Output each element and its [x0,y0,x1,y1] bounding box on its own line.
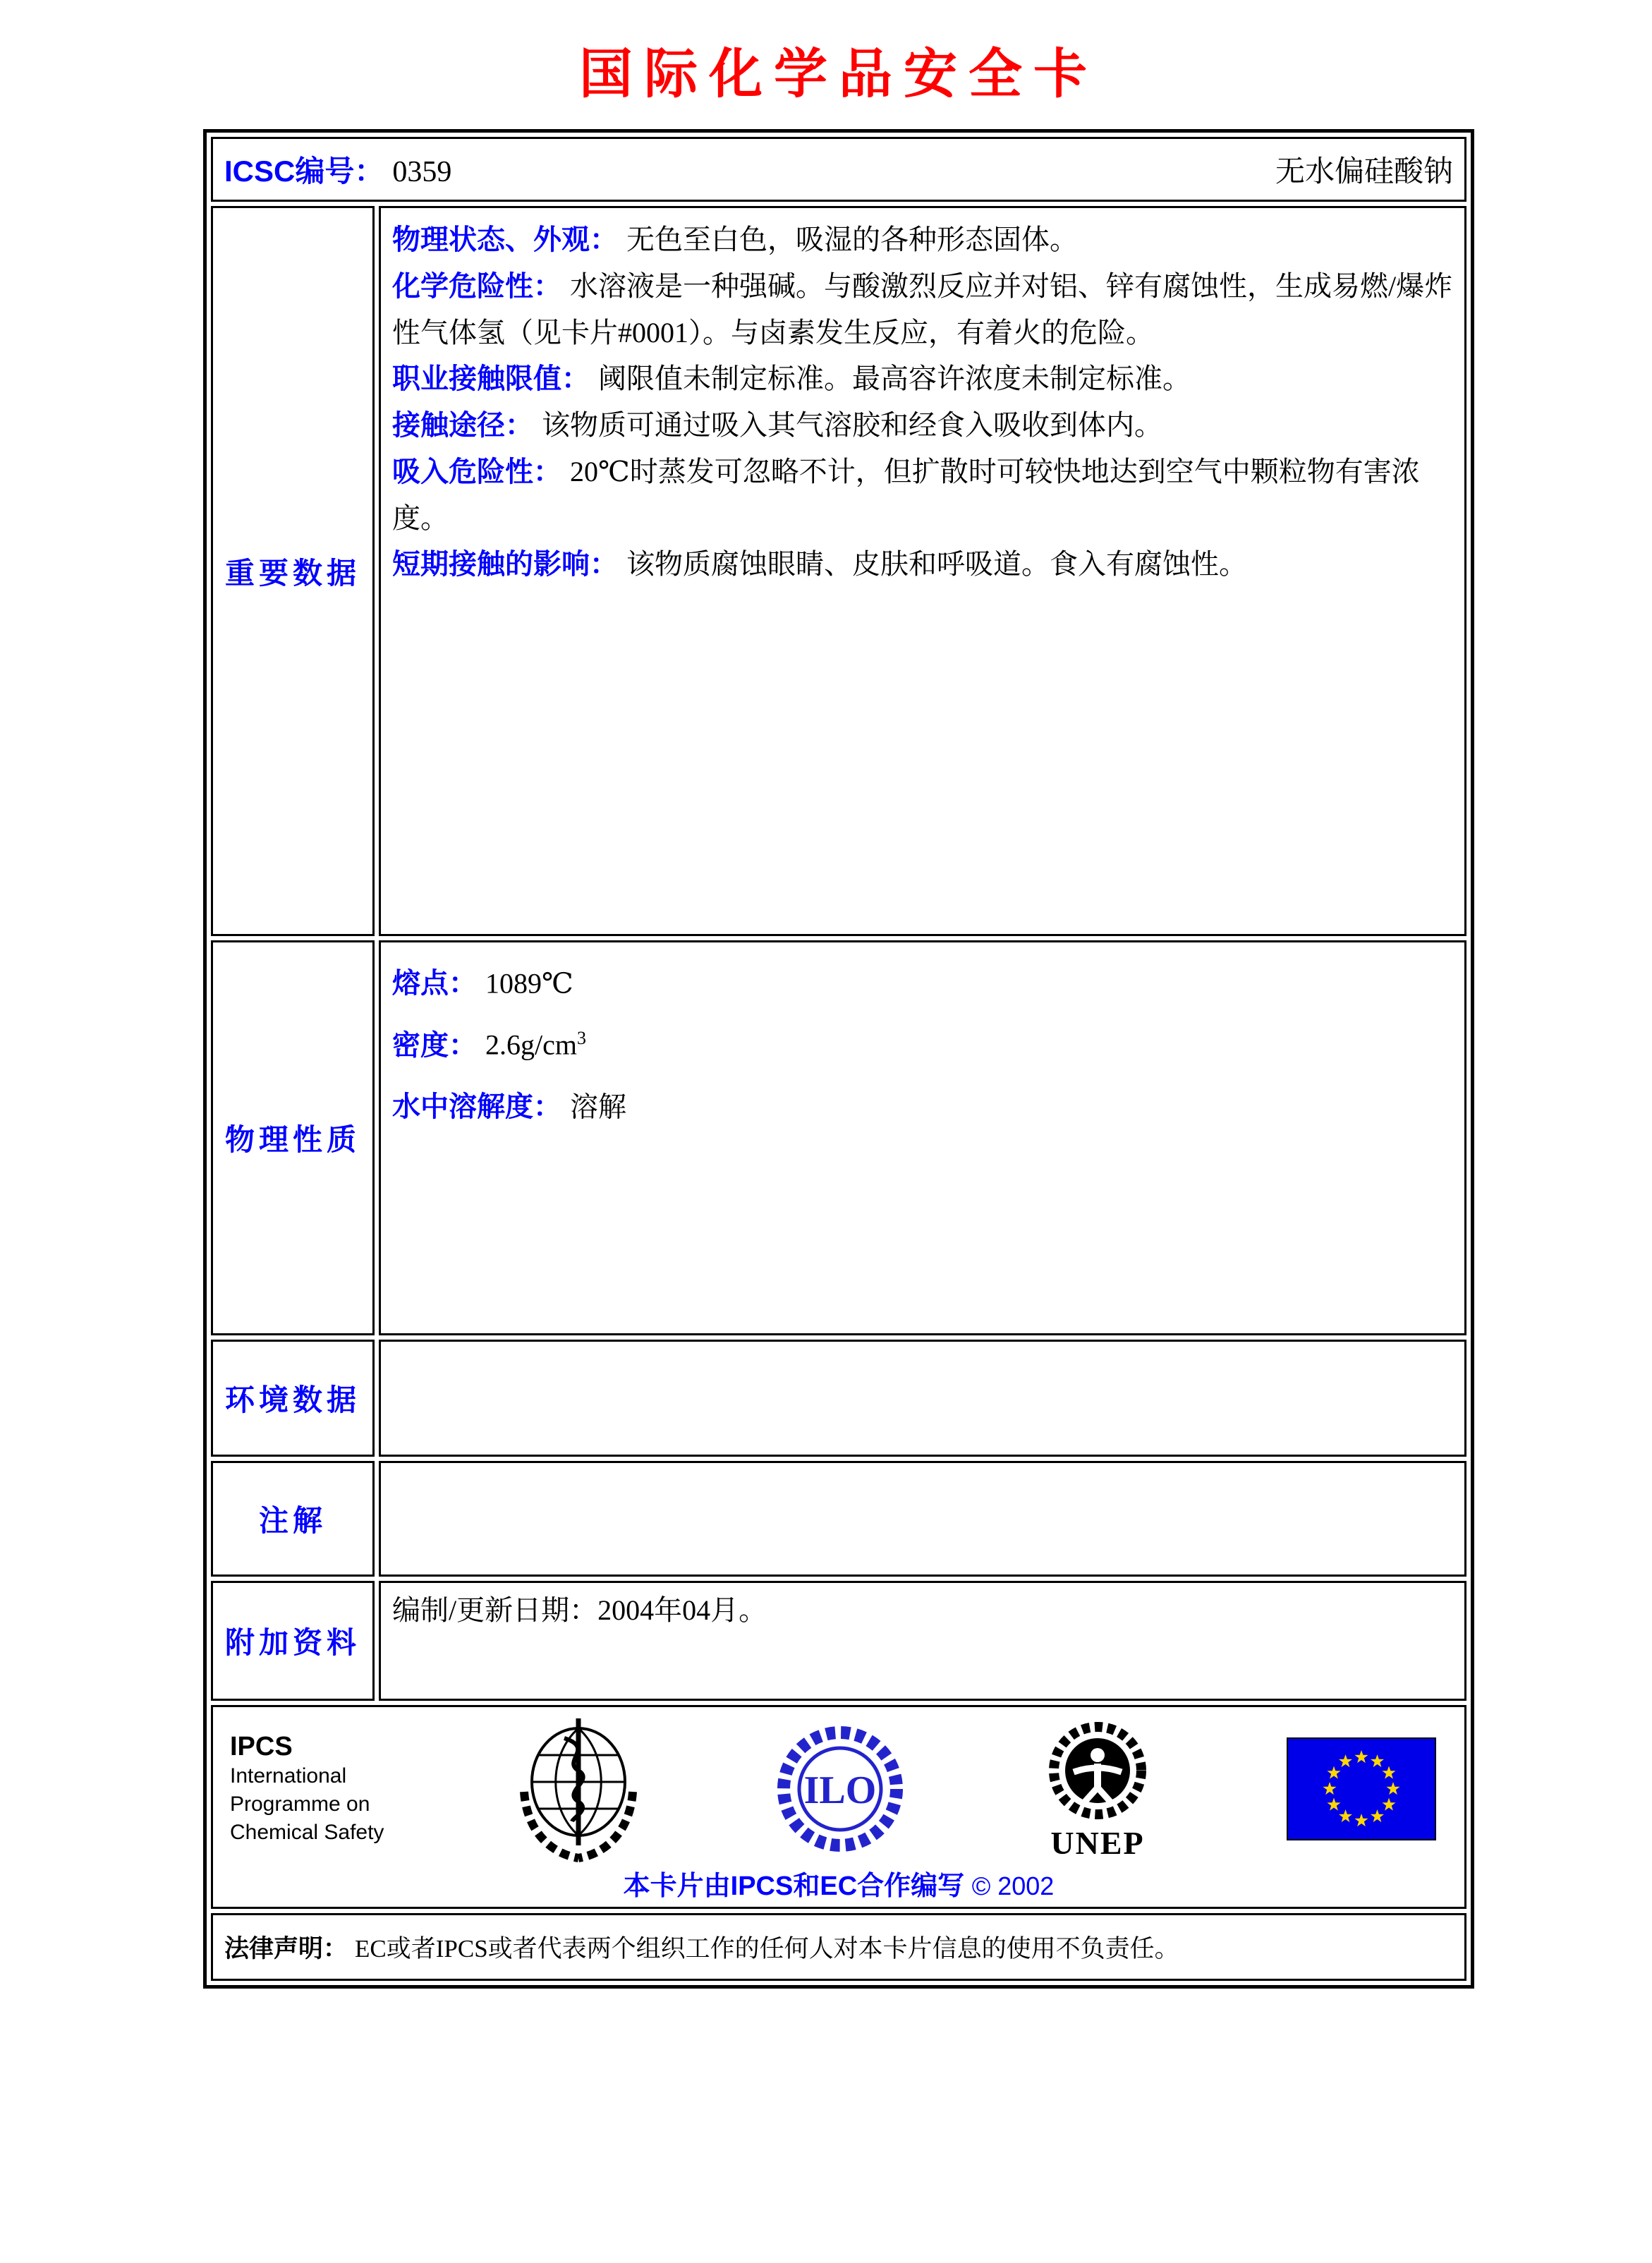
eu-flag-icon [1287,1737,1436,1840]
update-date-label: 编制/更新日期： [392,1594,598,1626]
legal-text: EC或者IPCS或者代表两个组织工作的任何人对本卡片信息的使用不负责任。 [355,1935,1179,1962]
section-label-physical-properties: 物理性质 [211,940,375,1335]
row-important-data [211,206,1466,936]
important-data-item: 化学危险性： 水溶液是一种强碱。与酸激烈反应并对铝、锌有腐蚀性，生成易燃/爆炸性气体氢（见卡片#0001）。与卤素发生反应，有着火的危险。 [392,270,1453,348]
row-additional-info [211,1581,1466,1701]
section-label-environmental-data: 环境数据 [211,1340,375,1457]
ipcs-acronym: IPCS [230,1732,293,1761]
page-title: 国际化学品安全卡 [579,45,1098,104]
physical-property-item: 熔点： 1089℃ [392,967,573,1000]
important-data-item: 短期接触的影响： 该物质腐蚀眼睛、皮肤和呼吸道。食入有腐蚀性。 [392,548,1247,580]
section-label-important-data: 重要数据 [211,206,375,936]
logos-strip [224,1714,1453,1864]
important-data-item: 物理状态、外观： 无色至白色，吸湿的各种形态固体。 [392,224,1078,255]
physical-property-item: 密度： $2.6g/cm^3$ [392,1028,586,1061]
chemical-name: 无水偏硅酸钠 [1275,156,1453,188]
legal-label: 法律声明： [224,1935,348,1962]
ilo-logo-icon [772,1721,908,1857]
cooperation-caption [224,1864,1453,1903]
section-label-notes: 注解 [211,1461,375,1577]
caption-text: 本卡片由IPCS和EC合作编写 [623,1871,965,1901]
unep-logo-icon [1035,1716,1160,1862]
ipcs-text-block: IPCS International Programme on Chemical Safety [230,1732,384,1844]
update-date-value: 2004年04月。 [597,1594,767,1626]
icsc-card-table [203,129,1474,1989]
legal-cell [211,1913,1466,1981]
icsc-number-label: ICSC编号： [224,154,384,188]
important-data-item: 接触途径： 该物质可通过吸入其气溶胶和经食入吸收到体内。 [392,409,1162,441]
section-content-environmental-data [379,1340,1466,1457]
who-logo-icon [511,1714,645,1864]
section-content-additional-info [379,1581,1466,1701]
row-notes [211,1461,1466,1577]
row-legal [211,1913,1466,1981]
row-environmental-data [211,1340,1466,1457]
row-physical-properties [211,940,1466,1335]
physical-property-item: 水中溶解度： 溶解 [392,1090,626,1122]
row-logos [211,1705,1466,1909]
update-date-line [392,1587,1453,1633]
copyright-text: © 2002 [971,1871,1055,1900]
unep-logo-text: UNEP [1050,1825,1145,1861]
section-content-notes [379,1461,1466,1577]
logos-cell [211,1705,1466,1909]
section-content-physical-properties [379,940,1466,1335]
card-header-cell [211,137,1466,202]
section-label-additional-info: 附加资料 [211,1581,375,1701]
important-data-item: 吸入危险性： 20℃时蒸发可忽略不计，但扩散时可较快地达到空气中颗粒物有害浓度。 [392,456,1420,534]
important-data-item: 职业接触限值： 阈限值未制定标准。最高容许浓度未制定标准。 [392,363,1191,394]
icsc-number-group [224,148,451,190]
section-content-important-data [379,206,1466,936]
ilo-logo-text: ILO [803,1768,877,1812]
icsc-number-value: 0359 [392,156,452,188]
card-header-row [211,137,1466,202]
